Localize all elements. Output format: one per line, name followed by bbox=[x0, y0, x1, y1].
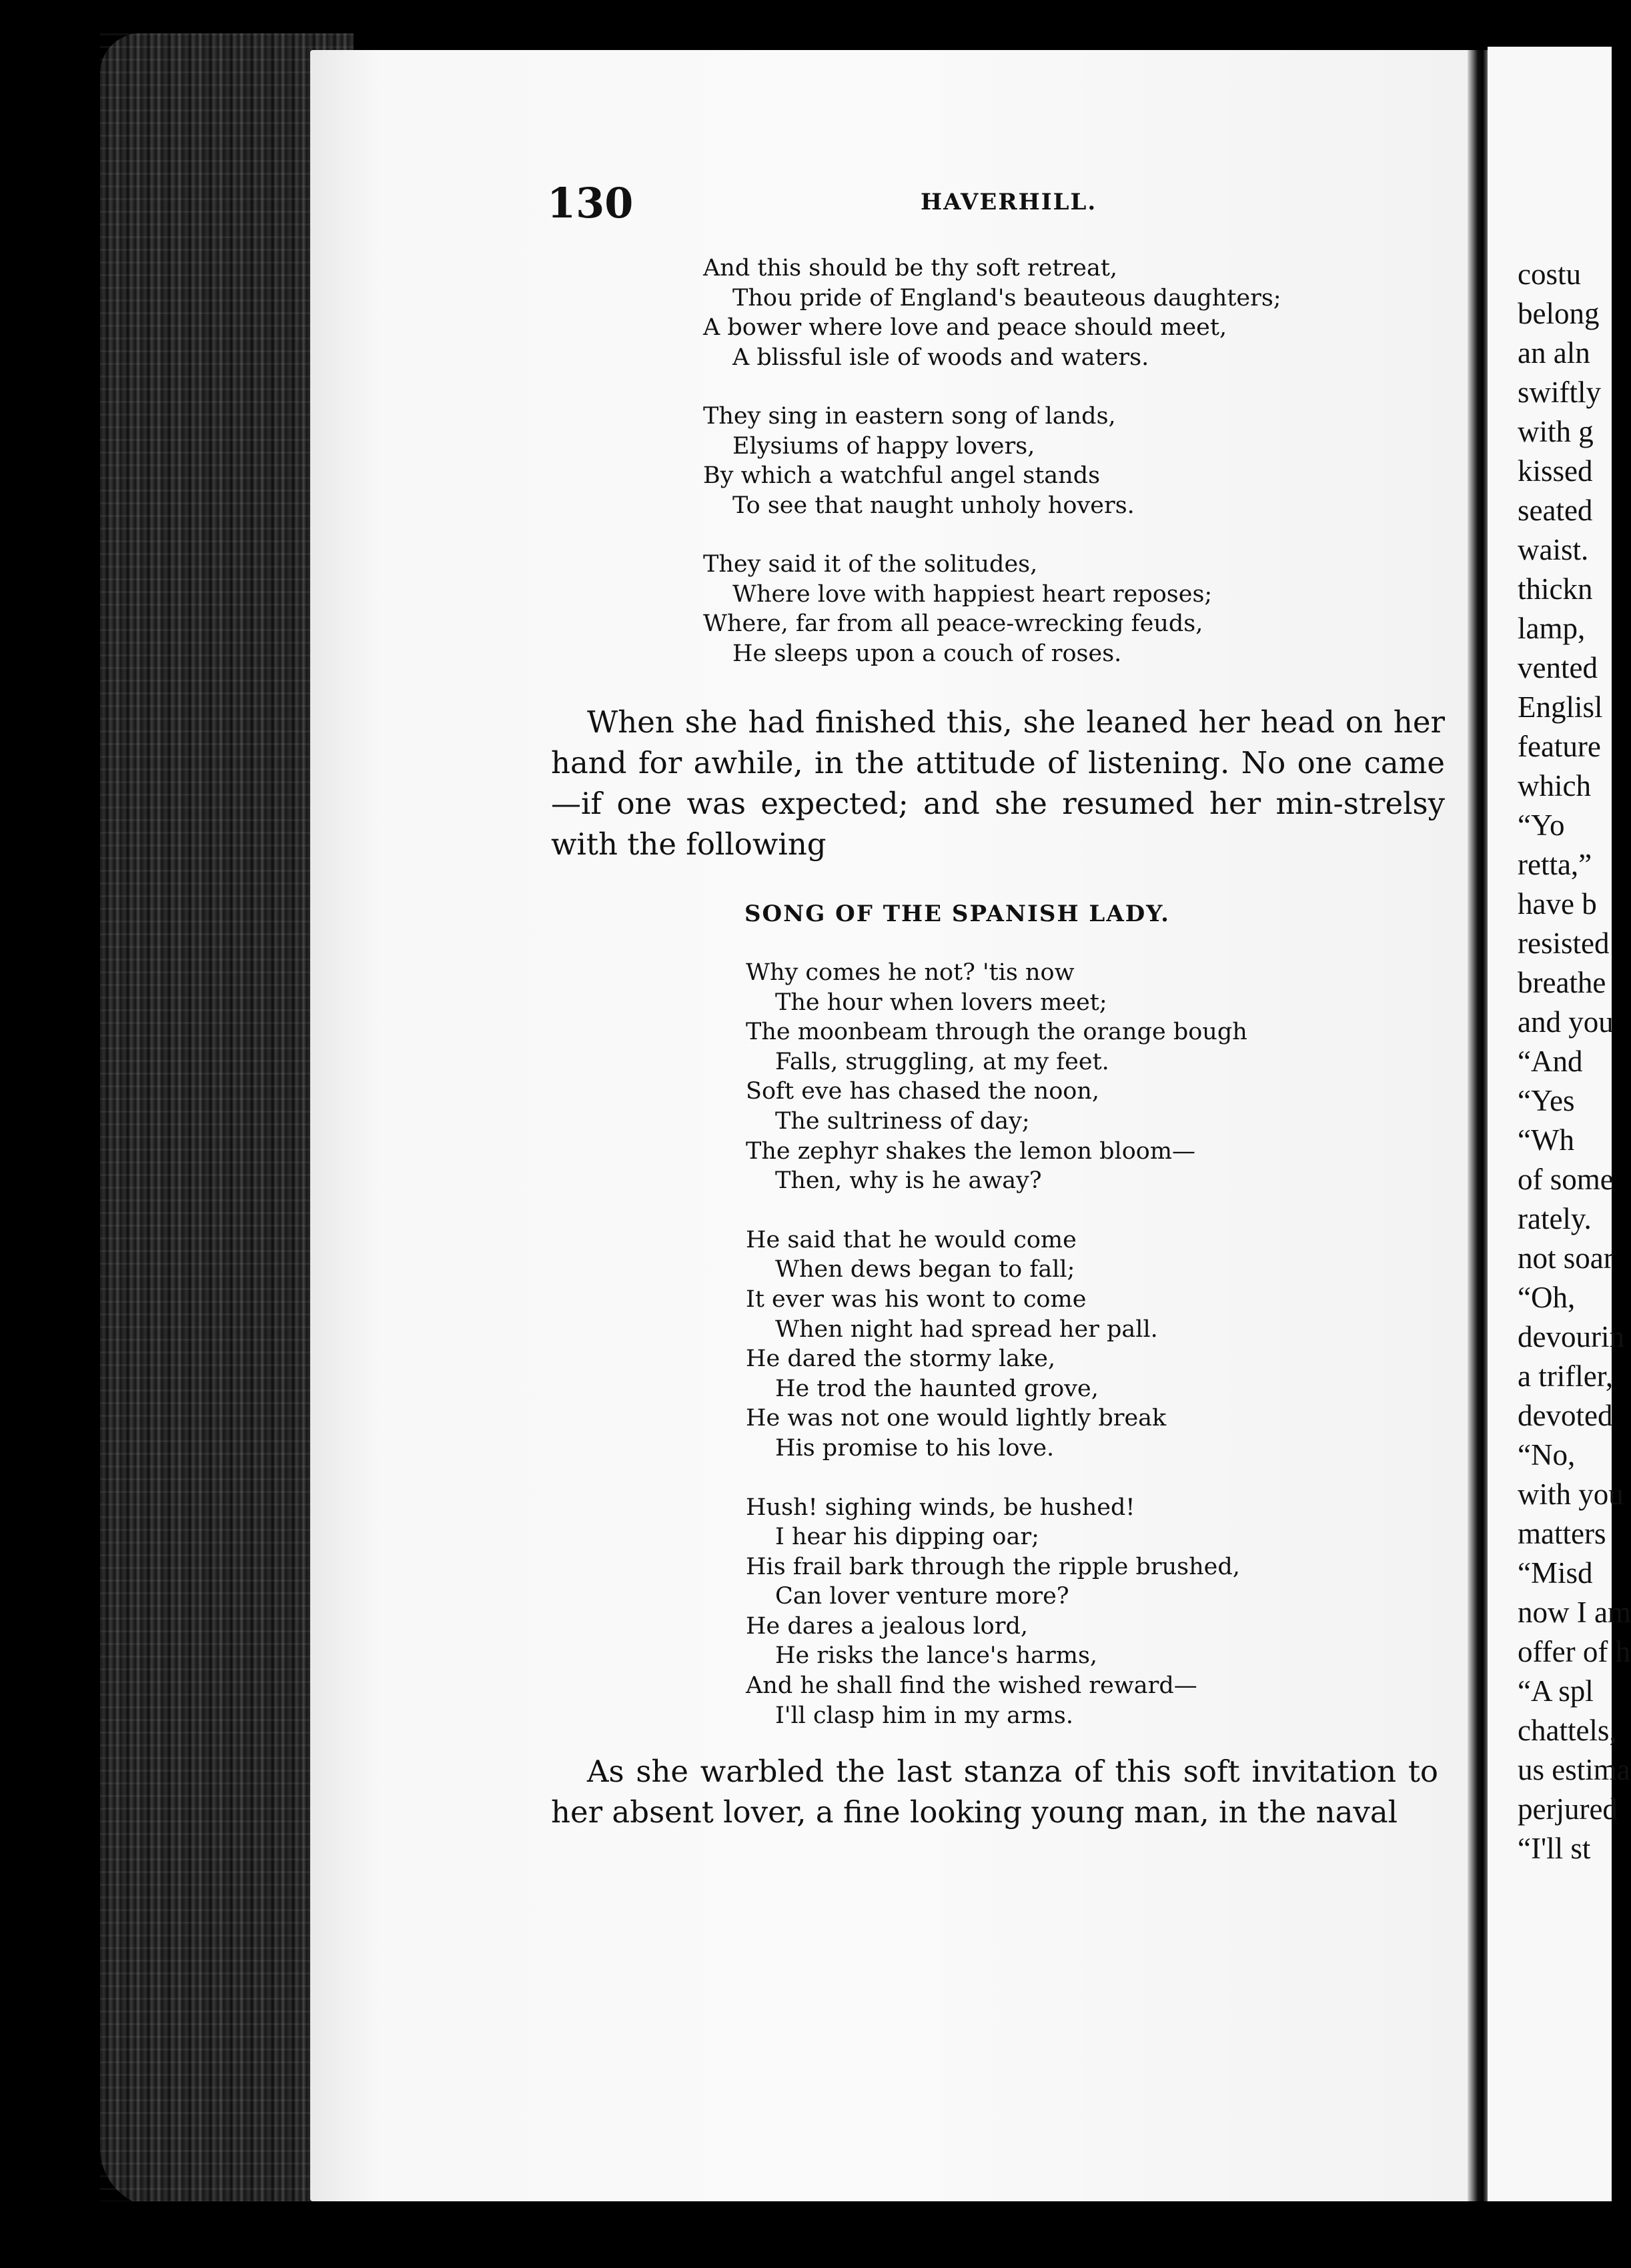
scan-background bbox=[0, 2201, 1612, 2268]
poem-line: His promise to his love. bbox=[775, 1434, 1055, 1462]
stanza bbox=[746, 1493, 1247, 1731]
right-page-line: belong bbox=[1518, 297, 1600, 330]
poem-line: And this should be thy soft retreat, bbox=[703, 255, 1118, 281]
poem-line: A blissful isle of woods and waters. bbox=[732, 344, 1149, 371]
poem-line: He dared the stormy lake, bbox=[746, 1345, 1056, 1373]
poem-line: A bower where love and peace should meet, bbox=[703, 314, 1227, 341]
right-page-line: “I'll st bbox=[1518, 1832, 1591, 1865]
right-page-line: rately. bbox=[1518, 1202, 1592, 1235]
running-head: HAVERHILL. bbox=[921, 189, 1097, 215]
right-page-line: perjured bbox=[1518, 1792, 1618, 1826]
poem-line: I hear his dipping oar; bbox=[775, 1524, 1039, 1551]
page-number: 130 bbox=[547, 179, 634, 227]
right-page-line: offer of h bbox=[1518, 1635, 1631, 1668]
right-page-line: “Wh bbox=[1518, 1123, 1574, 1157]
stanza bbox=[703, 550, 1281, 668]
poem-line: He was not one would lightly break bbox=[746, 1405, 1167, 1432]
poem-line: Why comes he not? 'tis now bbox=[746, 959, 1075, 986]
poem-line: He said that he would come bbox=[746, 1226, 1077, 1253]
stanza bbox=[746, 1225, 1247, 1464]
right-page-line: feature bbox=[1518, 730, 1601, 763]
prose-paragraph-first bbox=[551, 702, 1445, 865]
right-page-line: vented bbox=[1518, 651, 1598, 684]
right-page-line: seated bbox=[1518, 494, 1593, 527]
right-page-line: kissed bbox=[1518, 454, 1593, 488]
right-page-line: an aln bbox=[1518, 336, 1590, 370]
paragraph-text: As she warbled the last stanza of this soft invitation to her absent lover, a fine looking young man, in the naval bbox=[551, 1754, 1438, 1830]
poem-line: To see that naught unholy hovers. bbox=[732, 492, 1135, 519]
right-page-line: waist. bbox=[1518, 533, 1589, 566]
poem-line: When dews began to fall; bbox=[775, 1256, 1075, 1283]
right-page-line: which bbox=[1518, 769, 1591, 802]
right-page-text bbox=[1518, 255, 1631, 1868]
poem-line: And he shall find the wished reward— bbox=[746, 1672, 1197, 1700]
poem-line: He risks the lance's harms, bbox=[775, 1642, 1098, 1670]
right-page-line: of some bbox=[1518, 1163, 1614, 1196]
poem-line: Where, far from all peace-wrecking feuds, bbox=[703, 610, 1203, 637]
right-page-line: “A spl bbox=[1518, 1674, 1594, 1708]
poem-line: Where love with happiest heart reposes; bbox=[732, 580, 1213, 608]
poem-line: It ever was his wont to come bbox=[746, 1285, 1087, 1313]
right-page-line: with you bbox=[1518, 1478, 1624, 1511]
right-page-line: “Oh, bbox=[1518, 1281, 1576, 1314]
song-title: SONG OF THE SPANISH LADY. bbox=[744, 901, 1170, 927]
poem-line: The sultriness of day; bbox=[775, 1107, 1030, 1135]
poem-line: The moonbeam through the orange bough bbox=[746, 1019, 1247, 1046]
poem-line: He sleeps upon a couch of roses. bbox=[732, 640, 1122, 667]
right-page-line: matters bbox=[1518, 1517, 1606, 1550]
right-page-line: “Yo bbox=[1518, 808, 1565, 842]
poem-spanish-lady bbox=[746, 958, 1247, 1730]
right-page-line: Englisl bbox=[1518, 690, 1603, 724]
poem-line: Hush! sighing winds, be hushed! bbox=[746, 1494, 1135, 1521]
right-page-line: now I am bbox=[1518, 1596, 1631, 1629]
poem-line: Falls, struggling, at my feet. bbox=[775, 1048, 1109, 1075]
poem-line: When night had spread her pall. bbox=[775, 1315, 1158, 1343]
right-page-line: have b bbox=[1518, 887, 1597, 921]
right-page-line: and you bbox=[1518, 1005, 1614, 1039]
right-page-line: devoted bbox=[1518, 1399, 1613, 1432]
right-page-line: chattels, bbox=[1518, 1714, 1617, 1747]
right-page-line: devourin bbox=[1518, 1320, 1624, 1353]
stanza bbox=[703, 402, 1281, 520]
poem-line: The zephyr shakes the lemon bloom— bbox=[746, 1137, 1196, 1165]
right-page-line: resisted bbox=[1518, 927, 1610, 960]
right-page-line: “And bbox=[1518, 1045, 1583, 1078]
right-page-line: a trifler, bbox=[1518, 1359, 1614, 1393]
right-page-line: retta,” bbox=[1518, 848, 1592, 881]
stanza bbox=[746, 958, 1247, 1196]
right-page-line: costu bbox=[1518, 257, 1581, 291]
right-page-line: “Yes bbox=[1518, 1084, 1575, 1117]
poem-line: He dares a jealous lord, bbox=[746, 1612, 1029, 1640]
right-page-line: thickn bbox=[1518, 572, 1593, 606]
poem-line: He trod the haunted grove, bbox=[775, 1375, 1099, 1402]
right-page-line: swiftly bbox=[1518, 376, 1602, 409]
right-page-line: with g bbox=[1518, 415, 1594, 448]
poem-line: Soft eve has chased the noon, bbox=[746, 1078, 1100, 1105]
poem-line: By which a watchful angel stands bbox=[703, 462, 1101, 489]
poem-line: They said it of the solitudes, bbox=[703, 551, 1038, 578]
paragraph-text: When she had finished this, she leaned her head on her hand for awhile, in the attitude of listening. No one came—if one was expected; and she resumed her min-strelsy with the following bbox=[551, 704, 1445, 862]
poem-line: Then, why is he away? bbox=[775, 1167, 1042, 1195]
poem-line: His frail bark through the ripple brushed, bbox=[746, 1553, 1240, 1580]
right-page-line: breathe bbox=[1518, 966, 1606, 999]
right-page-line: “No, bbox=[1518, 1438, 1576, 1472]
right-page-line: not soar bbox=[1518, 1241, 1614, 1275]
prose-paragraph-second bbox=[551, 1751, 1438, 1832]
poem-line: Thou pride of England's beauteous daughters; bbox=[732, 284, 1281, 312]
stanza bbox=[703, 253, 1281, 372]
poem-line: They sing in eastern song of lands, bbox=[703, 403, 1116, 430]
poem-line: The hour when lovers meet; bbox=[775, 989, 1107, 1016]
poem-first bbox=[703, 253, 1281, 668]
right-page-line: “Misd bbox=[1518, 1556, 1593, 1590]
poem-line: I'll clasp him in my arms. bbox=[775, 1702, 1073, 1729]
right-page-line: us estima bbox=[1518, 1753, 1630, 1786]
poem-line: Elysiums of happy lovers, bbox=[732, 432, 1035, 460]
right-page-line: lamp, bbox=[1518, 612, 1586, 645]
poem-line: Can lover venture more? bbox=[775, 1583, 1069, 1610]
